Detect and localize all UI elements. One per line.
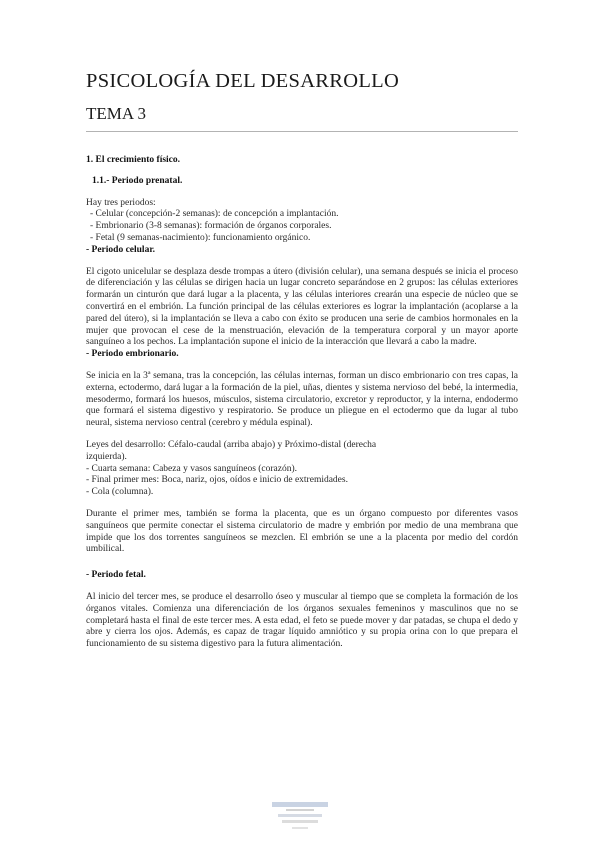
embrionario-heading: - Periodo embrionario. [86,349,179,360]
celular-heading: - Periodo celular. [86,244,156,255]
fetal-heading: - Periodo fetal. [86,570,146,581]
embrionario-paragraph: Se inicia en la 3ª semana, tras la concepción, las células internas, forman un disco embrionario con tres capas, la externa, ectodermo, dará lugar a la formación de la piel, uñas, dientes y sistema nervioso del bebé, la intermedia, mesodermo, formará los huesos, músculos, sistema circulatorio, excretor y reproductor, y la interna, endodermo que formará el sistema digestivo y respiratorio. Se produce un pliegue en el ectodermo que da lugar al tubo neural, sistema nervioso central (cerebro y médula espinal). [86,370,518,429]
watermark-stamp-icon [258,800,342,838]
list-item: - Cuarta semana: Cabeza y vasos sanguíneos (corazón). [86,463,298,474]
list-item: - Final primer mes: Boca, nariz, ojos, oídos e inicio de extremidades. [86,475,348,486]
periods-intro: Hay tres periodos: [86,197,156,208]
list-item: - Cola (columna). [86,487,154,498]
placenta-paragraph: Durante el primer mes, también se forma la placenta, que es un órgano compuesto por diferentes vasos sanguíneos que permite conectar el sistema circulatorio de madre y embrión por medio de una membrana que impide que los dos torrentes sanguíneos se mezclen. El embrión se une a la placenta por medio del cordón umbilical. [86,508,518,555]
section-heading: 1. El crecimiento físico. [86,155,181,165]
document-subtitle: TEMA 3 [86,104,146,123]
subsection-heading: 1.1.- Periodo prenatal. [92,175,183,186]
laws-intro: Leyes del desarrollo: Céfalo-caudal (arriba abajo) y Próximo-distal (derecha izquierda). [86,439,377,462]
title-divider [86,131,518,132]
periods-list [86,209,518,244]
document-title: PSICOLOGÍA DEL DESARROLLO [86,70,400,92]
list-item: - Celular (concepción-2 semanas): de concepción a implantación. [90,209,339,220]
fetal-paragraph: Al inicio del tercer mes, se produce el desarrollo óseo y muscular al tiempo que se completa la formación de los órganos vitales. Comienza una diferenciación de los órganos sexuales femeninos y masculinos que no se completará hasta el final de este tercer mes. A esta edad, el feto se puede mover y dar patadas, se chupa el dedo y abre y cierra los ojos. Además, es capaz de tragar líquido amniótico y su propia orina con lo que prepara el funcionamiento de su sistema digestivo para la futura alimentación. [86,591,518,650]
list-item: - Embrionario (3-8 semanas): formación de órganos corporales. [90,221,332,232]
celular-paragraph: El cigoto unicelular se desplaza desde trompas a útero (división celular), una semana después se inicia el proceso de diferenciación y las células se dirigen hacia un lugar concreto separándose en 2 grupos: las células exteriores formarán un cinturón que dará lugar a la placenta, y las células interiores crearán una especie de núcleo que se convertirá en el embrión. La función principal de las células exteriores es lograr la implantación (acoplarse a la pared del útero), si la implantación se lleva a cabo con éxito se producen una serie de cambios hormonales en la mujer que provocan el cese de la menstruación, elevación de la temperatura corporal y un mayor aporte sanguíneo a los pechos. La implantación supone el inicio de la interacción que llevará a cabo la madre. [86,266,518,348]
document-body [86,155,518,651]
list-item: - Fetal (9 semanas-nacimiento): funcionamiento orgánico. [90,232,311,243]
